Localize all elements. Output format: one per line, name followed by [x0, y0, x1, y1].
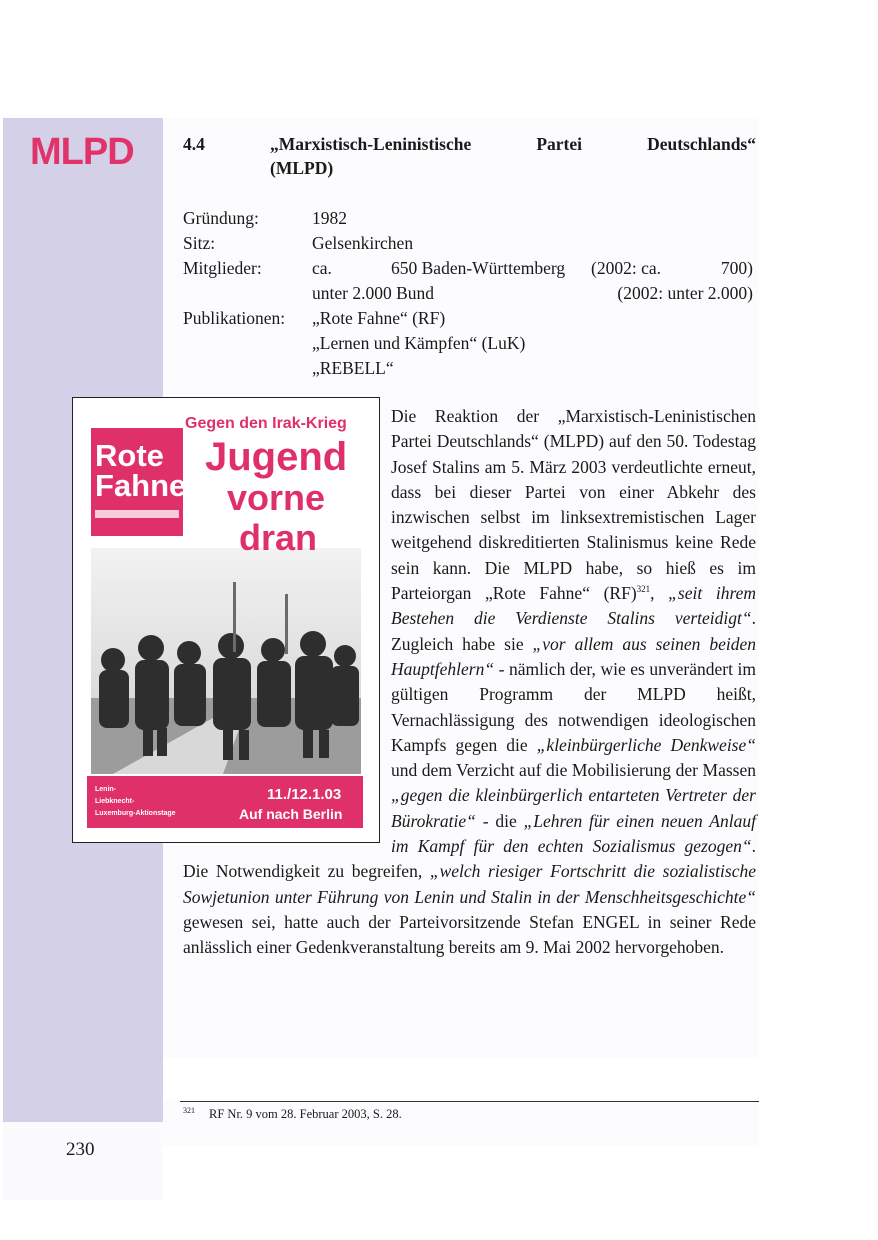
fact-value: 700)	[720, 258, 753, 278]
body-text-segment: - nämlich der, wie es unverändert im gültigen Programm der MLPD heißt, Vernachlässigung des notwendigen ideologischen Kampfs gegen die	[391, 658, 756, 755]
poster-headline-3: vorne	[227, 477, 326, 518]
image-wrap-spacer	[183, 404, 391, 852]
poster-headline-1: Gegen den Irak-Krieg	[185, 415, 347, 432]
fact-label: Sitz:	[183, 233, 216, 253]
section-title: „Marxistisch-Leninistische Partei Deutschlands“	[270, 134, 756, 154]
poster-bottom-text-3: Luxemburg-Aktionstage	[95, 810, 176, 817]
body-quote: „welch riesiger Fortschritt die sozialistische Sowjetunion unter Führung von Lenin und Stalin in der Menschheitsgeschichte“	[183, 861, 756, 907]
fact-value: 1982	[312, 208, 347, 228]
poster-date: 11./12.1.03	[267, 786, 342, 803]
fact-row-seat	[183, 231, 756, 256]
body-text-segment: gewesen sei, hatte auch der Parteivorsitzende Stefan ENGEL in seiner Rede anlässlich einer Gedenkveranstaltung bereits am 9. Mai 2002 hervorgehoben.	[183, 911, 756, 958]
footnote-divider	[180, 1101, 759, 1102]
poster-masthead-2: Fahne	[95, 468, 187, 503]
fact-row-members	[183, 256, 756, 281]
publication-item: „Rote Fahne“ (RF)	[312, 308, 446, 328]
fact-table	[183, 206, 756, 381]
section-number: 4.4	[183, 134, 205, 154]
fact-label: Gründung:	[183, 208, 259, 228]
poster-cta: Auf nach Berlin	[239, 806, 343, 822]
body-text-segment: - die	[475, 810, 524, 831]
fact-row-members-2	[183, 281, 756, 306]
fact-row-publications-3	[183, 356, 756, 381]
fact-value: Gelsenkirchen	[312, 233, 414, 253]
body-quote: „seit ihrem Bestehen die Verdienste Stalins verteidigt“	[391, 583, 757, 629]
body-text-segment: . Die Notwendigkeit zu begreifen,	[183, 836, 756, 882]
sidebar-footer-band	[3, 1122, 163, 1200]
body-text-segment: . Zugleich habe sie	[391, 608, 756, 654]
body-text-segment: Die Reaktion der „Marxistisch-Leninistischen Partei Deutschlands“ (MLPD) auf den 50. Todestag Josef Stalins am 5. März 2003 verdeutlichte erneut, dass bei dieser Partei von einer Abkehr des inzwischen selbst im linksextremistischen Lager weitgehend diskreditierten Stalinismus keine Rede sein kann. Die MLPD habe, so hieß es im Parteiorgan „Rote Fahne“ (RF)	[391, 406, 756, 604]
body-text-segment: und dem Verzicht auf die Mobilisierung der Massen	[391, 760, 756, 781]
section-title-abbrev: (MLPD)	[270, 158, 334, 178]
footnote-text: RF Nr. 9 vom 28. Februar 2003, S. 28.	[209, 1107, 402, 1122]
body-text-segment: ,	[650, 583, 669, 604]
body-paragraph	[183, 404, 756, 961]
poster-headline-4: dran	[239, 517, 318, 558]
poster-headline-2: Jugend	[205, 435, 348, 479]
poster-bottom-text-2: Liebknecht-	[95, 798, 135, 805]
fact-label: Mitglieder:	[183, 258, 262, 278]
poster-bottom-text-1: Lenin-	[95, 786, 116, 793]
body-quote: „vor allem aus seinen beiden Hauptfehlern“	[391, 633, 756, 679]
publication-item: „Lernen und Kämpfen“ (LuK)	[312, 333, 526, 353]
fact-value: 650 Baden-Württemberg	[391, 258, 566, 278]
fact-value: (2002: ca.	[591, 258, 661, 278]
fact-label: Publikationen:	[183, 308, 286, 328]
section-heading	[183, 132, 756, 180]
body-quote: „gegen die kleinbürgerlich entarteten Vertreter der Bürokratie“	[391, 785, 756, 831]
fact-value: unter 2.000 Bund	[312, 283, 435, 303]
publication-item: „REBELL“	[312, 358, 394, 378]
body-quote: „Lehren für einen neuen Anlauf im Kampf für den echten Sozialismus gezogen“	[391, 810, 756, 857]
footnote-number: 321	[183, 1106, 195, 1115]
fact-value: ca.	[312, 258, 332, 278]
fact-row-publications	[183, 306, 756, 331]
footnote-reference: 321	[636, 584, 651, 595]
footnote	[183, 1106, 402, 1122]
fact-row-founding	[183, 206, 756, 231]
body-quote: „kleinbürgerliche Denkweise“	[536, 734, 756, 755]
mlpd-logo: MLPD	[30, 131, 134, 173]
fact-value: (2002: unter 2.000)	[617, 283, 753, 303]
fact-row-publications-2	[183, 331, 756, 356]
poster-masthead-1: Rote	[95, 438, 164, 473]
page-number: 230	[66, 1139, 95, 1160]
